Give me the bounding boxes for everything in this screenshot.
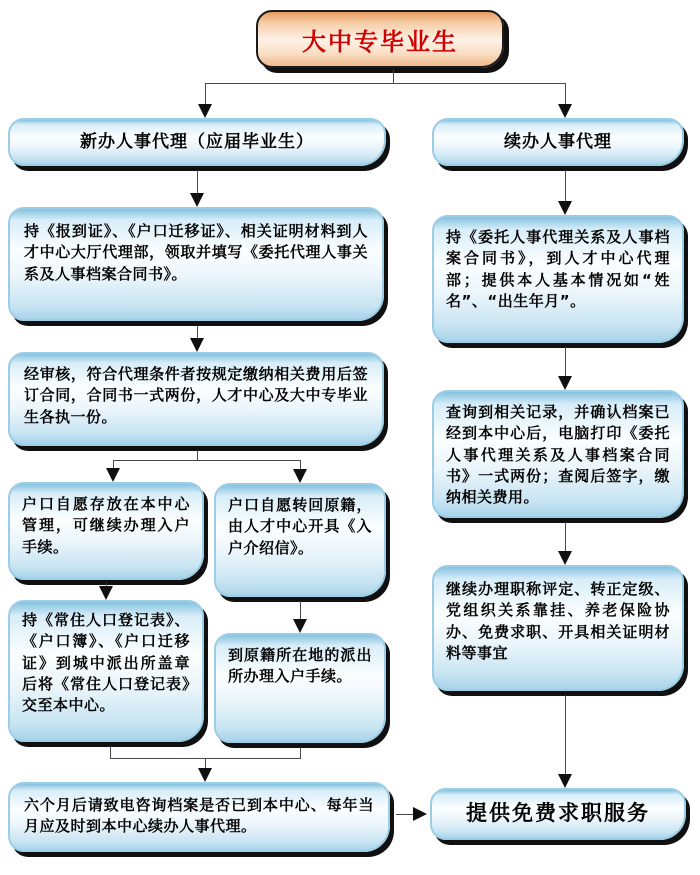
right-step-services	[432, 565, 684, 691]
return-followup-node	[214, 633, 386, 743]
connector-line	[396, 814, 414, 815]
connector-line	[113, 460, 114, 468]
hukou-stay-node	[8, 482, 204, 580]
right-step-contract-text: 持《委托人事代理关系及人事档案合同书》，到人才中心代理部；提供本人基本情况如“姓名”、“出生年月”。	[446, 228, 670, 310]
connector-line	[565, 695, 566, 775]
connector-line	[565, 83, 566, 104]
connector-line	[197, 170, 198, 193]
title-node	[256, 10, 504, 68]
title-label: 大中专毕业生	[302, 27, 458, 56]
stay-followup-text: 持《常住人口登记表》、《户口簿》、《户口迁移证》到城中派出所盖章后将《常住人口登记表》交至本中心。	[22, 611, 190, 715]
right-branch-header	[432, 118, 684, 166]
final-service-node	[430, 788, 686, 840]
arrow-down-icon	[106, 468, 120, 482]
connector-line	[205, 758, 206, 768]
connector-line	[205, 83, 206, 104]
hukou-return-text: 户口自愿转回原籍，由人才中心开具《入户介绍信》。	[228, 496, 372, 557]
connector-line	[300, 460, 301, 469]
arrow-down-icon	[198, 768, 212, 782]
arrow-down-icon	[293, 619, 307, 633]
final-service-label: 提供免费求职服务	[466, 801, 650, 826]
right-step-contract	[432, 215, 684, 343]
arrow-down-icon	[558, 104, 572, 118]
connector-line	[205, 83, 566, 84]
stay-followup-node	[8, 600, 204, 742]
connector-line	[300, 601, 301, 619]
arrow-down-icon	[558, 551, 572, 565]
left-step-documents	[8, 207, 384, 321]
left-step-documents-text: 持《报到证》、《户口迁移证》、相关证明材料到人才中心大厅代理部，领取并填写《委托代理人事关系及人事档案合同书》。	[24, 222, 368, 283]
arrow-right-icon	[413, 807, 427, 821]
connector-line	[113, 460, 301, 461]
right-step-services-text: 继续办理职称评定、转正定级、党组织关系靠挂、养老保险协办、免费求职、开具相关证明材料等事宜	[446, 580, 670, 662]
right-step-verify-text: 查询到相关记录，并确认档案已经到本中心后，电脑打印《委托人事代理关系及人事档案合同书》一式两份；查阅后签字，缴纳相关费用。	[446, 403, 670, 507]
hukou-stay-text: 户口自愿存放在本中心管理，可继续办理入户手续。	[22, 495, 190, 556]
left-step-contract	[8, 352, 384, 446]
arrow-down-icon	[558, 201, 572, 215]
connector-line	[300, 747, 301, 758]
return-followup-text: 到原籍所在地的派出所办理入户手续。	[228, 646, 372, 686]
connector-line	[565, 522, 566, 551]
right-branch-header-label: 续办人事代理	[504, 131, 612, 152]
hukou-return-node	[214, 483, 386, 597]
connector-line	[110, 746, 111, 758]
arrow-down-icon	[293, 469, 307, 483]
reminder-text: 六个月后请致电咨询档案是否已到本中心、每年当月应及时到本中心续办人事代理。	[24, 796, 374, 836]
reminder-node	[8, 782, 390, 852]
connector-line	[565, 170, 566, 201]
left-step-contract-text: 经审核，符合代理条件者按规定缴纳相关费用后签订合同，合同书一式两份，人才中心及大中专毕业生各执一份。	[24, 365, 368, 426]
arrow-down-icon	[558, 774, 572, 788]
arrow-down-icon	[99, 586, 113, 600]
arrow-down-icon	[558, 376, 572, 390]
arrow-down-icon	[190, 193, 204, 207]
left-branch-header	[8, 118, 386, 166]
connector-line	[565, 347, 566, 376]
right-step-verify	[432, 390, 684, 518]
connector-line	[197, 450, 198, 460]
connector-line	[393, 70, 394, 83]
left-branch-header-label: 新办人事代理（应届毕业生）	[80, 131, 314, 152]
arrow-down-icon	[190, 338, 204, 352]
arrow-down-icon	[198, 104, 212, 118]
